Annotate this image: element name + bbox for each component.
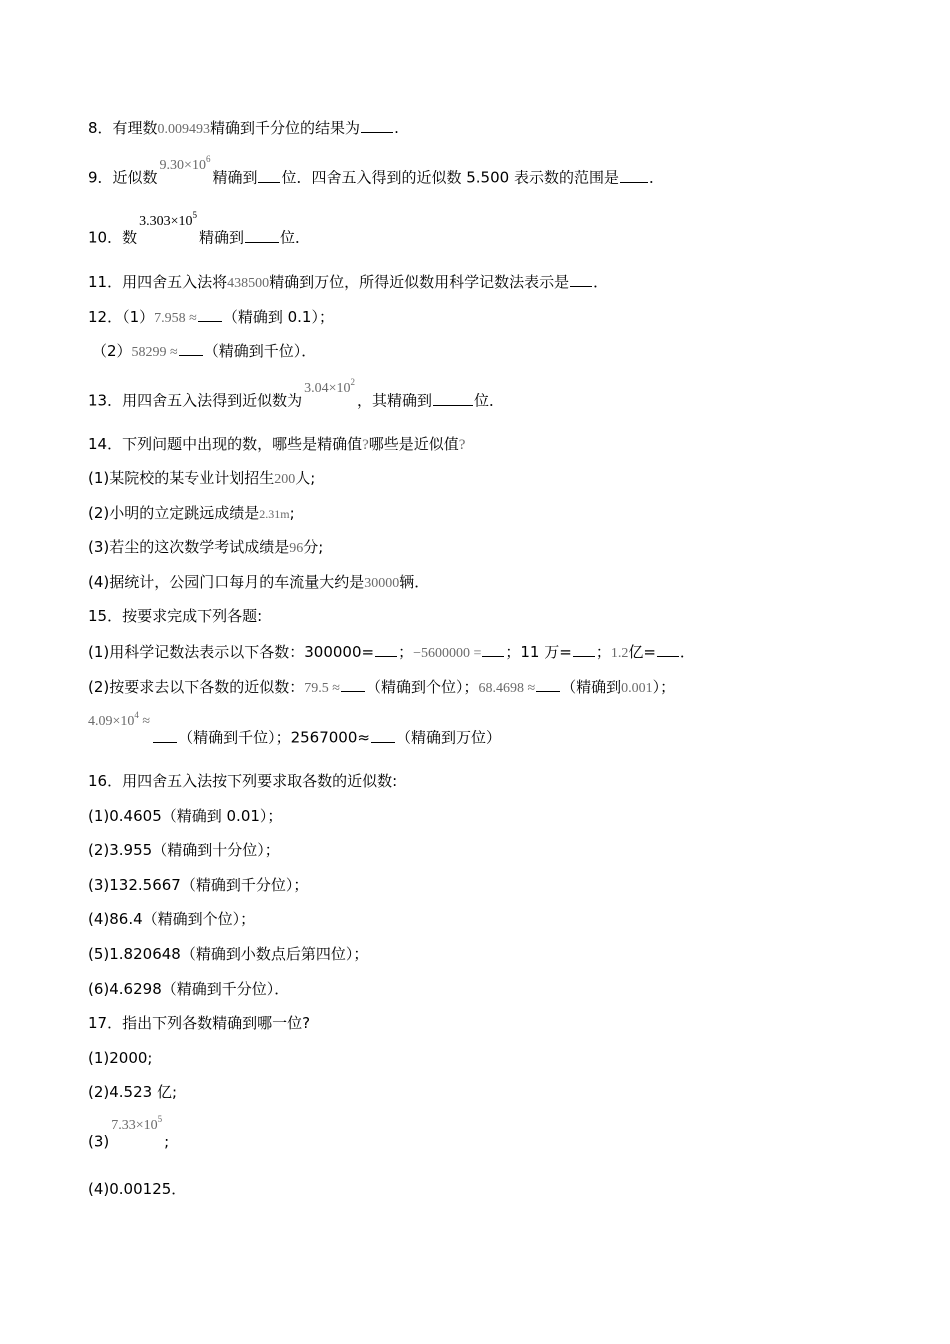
q16-item-3-text: (3)132.5667（精确到千分位）； [88, 876, 309, 894]
q13-stem: 13．用四舍五入法得到近似数为 [88, 391, 303, 410]
question-8 [88, 117, 399, 137]
q16-stem: 16．用四舍五入法按下列要求取各数的近似数: [88, 772, 398, 790]
q16-item-3 [88, 875, 308, 895]
q15-p3-blank-1[interactable] [153, 727, 177, 743]
q15-p1-blank-3[interactable] [573, 641, 595, 657]
q17-item-1 [88, 1048, 152, 1068]
q12-answer-blank-1[interactable] [198, 306, 222, 322]
q14-qmark-1: ? [362, 437, 369, 453]
q16-item-5-text: (5)1.820648（精确到小数点后第四位）； [88, 945, 369, 963]
q15-p2-text-b: （精确到个位）； [365, 678, 479, 696]
q16-item-6-text: (6)4.6298（精确到千分位）． [88, 980, 290, 998]
q15-p1-blank-4[interactable] [657, 641, 679, 657]
q11-answer-blank[interactable] [570, 271, 592, 287]
q15-part-3 [88, 710, 501, 747]
q9-times: ×10 [184, 157, 206, 173]
q13-mantissa: 3.04 [304, 380, 329, 396]
q13-times: ×10 [328, 380, 351, 396]
q15-p3-text-b: （精确到千位）；2567000≈ [178, 728, 370, 747]
question-15 [88, 606, 262, 626]
q14-item-1-text: (1)某院校的某专业计划招生 [88, 469, 275, 487]
q16-item-5 [88, 944, 368, 964]
q11-end: ． [593, 273, 609, 291]
q12-text-1: （精确到 0.1）； [222, 308, 334, 326]
q17-item-3-exponent: 5 [157, 1114, 163, 1124]
q16-item-2 [88, 840, 280, 860]
q15-p3-text-c: （精确到万位） [395, 728, 501, 747]
q11-text: 精确到万位，所得近似数用科学记数法表示是 [269, 273, 570, 291]
q15-p2-end: ）； [652, 678, 676, 696]
question-12-part-1 [88, 306, 334, 326]
q14-item-4-value: 30000 [364, 576, 400, 591]
q9-exponent: 6 [205, 154, 211, 164]
q14-mid: 哪些是近似值 [368, 435, 459, 453]
q14-item-2-text: (2)小明的立定跳远成绩是 [88, 504, 260, 522]
q16-item-2-text: (2)3.955（精确到十分位）； [88, 841, 280, 859]
q12-answer-blank-2[interactable] [179, 340, 203, 356]
q13-text-2: 位． [474, 391, 505, 410]
q14-item-4-end: 辆． [399, 573, 430, 591]
question-13 [88, 377, 505, 410]
q8-value: 0.009493 [157, 122, 211, 137]
q9-text-1: 精确到 [212, 168, 258, 187]
q13-text-1: ，其精确到 [357, 391, 433, 410]
q15-p2-blank-1[interactable] [341, 676, 365, 692]
q16-item-1 [88, 806, 282, 826]
q15-p2-value-2: 68.4698 ≈ [478, 681, 536, 696]
q14-item-1-end: 人; [295, 469, 316, 487]
q17-item-2 [88, 1082, 177, 1102]
q10-text-2: 位． [280, 228, 311, 247]
q14-item-1-value: 200 [274, 472, 296, 487]
q10-text-1: 精确到 [199, 228, 245, 247]
question-17 [88, 1013, 310, 1033]
q17-item-1-text: (1)2000; [88, 1049, 153, 1067]
q14-item-2 [88, 503, 295, 523]
q11-stem: 11．用四舍五入法将 [88, 273, 228, 291]
q14-stem: 14．下列问题中出现的数，哪些是精确值 [88, 435, 363, 453]
q10-answer-blank[interactable] [245, 227, 279, 243]
q17-item-4-text: (4)0.00125． [88, 1180, 187, 1198]
q17-item-4 [88, 1179, 186, 1199]
q15-p1-text-e: 亿= [628, 643, 656, 661]
question-14 [88, 434, 465, 454]
q17-item-3-times: ×10 [135, 1117, 158, 1133]
q14-item-2-end: ; [289, 504, 295, 522]
q15-p1-sep-2: ； [595, 643, 611, 661]
q11-value: 438500 [227, 276, 270, 291]
q14-item-2-value: 2.31m [259, 507, 290, 521]
q12-stem: 12．（1） [88, 308, 155, 326]
q15-p3-blank-2[interactable] [371, 727, 395, 743]
question-12-part-2 [92, 340, 316, 360]
q16-item-4 [88, 909, 255, 929]
q17-item-3-sci-number [111, 1114, 163, 1133]
q9-stem: 9．近似数 [88, 168, 158, 187]
question-11 [88, 271, 608, 291]
q15-p3-mantissa: 4.09 [88, 713, 113, 729]
q10-times: ×10 [170, 213, 193, 229]
q9-sci-number [159, 154, 211, 173]
q13-answer-blank[interactable] [433, 390, 473, 406]
q15-p2-value-3: 0.001 [621, 681, 653, 696]
q15-p1-text-a: (1)用科学记数法表示以下各数：300000= [88, 643, 375, 661]
q14-item-3-end: 分; [303, 538, 324, 556]
q15-stem: 15．按要求完成下列各题: [88, 607, 263, 625]
q15-p2-text-a: (2)按要求去以下各数的近似数： [88, 678, 305, 696]
q15-p1-end: ． [679, 643, 695, 661]
q15-p2-value-1: 79.5 ≈ [304, 681, 340, 696]
q15-p2-text-c: （精确到 [561, 678, 622, 696]
q14-item-3-value: 96 [289, 541, 304, 556]
q12-expr-1: 7.958 ≈ [154, 311, 197, 326]
q15-p1-value-4: 1.2 [610, 646, 629, 661]
q12-part-2-label: （2） [92, 342, 132, 360]
q14-item-3 [88, 537, 323, 557]
q16-item-6 [88, 979, 289, 999]
q14-item-4 [88, 572, 429, 592]
q8-text: 精确到千分位的结果为 [210, 119, 361, 137]
q17-item-3-mantissa: 7.33 [111, 1117, 136, 1133]
q15-p3-sci-number [88, 710, 151, 729]
q14-item-4-text: (4)据统计，公园门口每月的车流量大约是 [88, 573, 365, 591]
q15-p1-blank-2[interactable] [482, 641, 504, 657]
q9-answer-blank-2[interactable] [620, 167, 648, 183]
q17-stem: 17．指出下列各数精确到哪一位? [88, 1014, 311, 1032]
q16-item-4-text: (4)86.4（精确到个位）； [88, 910, 256, 928]
q15-p3-times: ×10 [112, 713, 135, 729]
q14-qmark-2: ? [458, 437, 466, 453]
q17-item-3-label: (3) [88, 1132, 110, 1151]
q10-stem: 10．数 [88, 228, 138, 247]
q15-p1-blank-1[interactable] [375, 641, 397, 657]
q17-item-2-text: (2)4.523 亿; [88, 1083, 178, 1101]
q17-item-3 [88, 1114, 170, 1151]
q9-text-2: 位．四舍五入得到的近似数 5.500 表示数的范围是 [281, 168, 619, 187]
q14-item-1 [88, 468, 315, 488]
q13-sci-number [304, 377, 355, 396]
q10-sci-number [139, 210, 197, 229]
question-16 [88, 771, 397, 791]
q10-mantissa: 3.303 [139, 213, 171, 229]
q9-mantissa: 9.30 [159, 157, 185, 173]
q17-item-3-end: ; [164, 1132, 170, 1151]
q15-p3-exponent: 4 [134, 710, 139, 720]
question-10 [88, 210, 311, 247]
q12-expr-2: 58299 ≈ [131, 345, 178, 360]
q8-stem: 8．有理数 [88, 119, 158, 137]
q9-end: ． [648, 168, 664, 187]
q8-end: . [394, 119, 399, 137]
q15-p1-sep-1: ； [398, 643, 414, 661]
q16-item-1-text: (1)0.4605（精确到 0.01）； [88, 807, 283, 825]
q9-answer-blank-1[interactable] [258, 167, 280, 183]
q15-p1-value-2: −5600000 = [413, 646, 482, 661]
q15-part-2 [88, 676, 675, 696]
q15-p1-text-c: ；11 万= [505, 643, 572, 661]
q15-p3-approx: ≈ [142, 713, 151, 729]
q15-part-1 [88, 641, 695, 661]
q14-item-3-text: (3)若尘的这次数学考试成绩是 [88, 538, 290, 556]
question-9 [88, 154, 664, 187]
q13-exponent: 2 [350, 377, 355, 387]
q8-answer-blank[interactable] [361, 117, 393, 133]
q10-exponent: 5 [192, 210, 197, 220]
q15-p2-blank-2[interactable] [536, 676, 560, 692]
q12-text-2: （精确到千位）． [203, 342, 317, 360]
